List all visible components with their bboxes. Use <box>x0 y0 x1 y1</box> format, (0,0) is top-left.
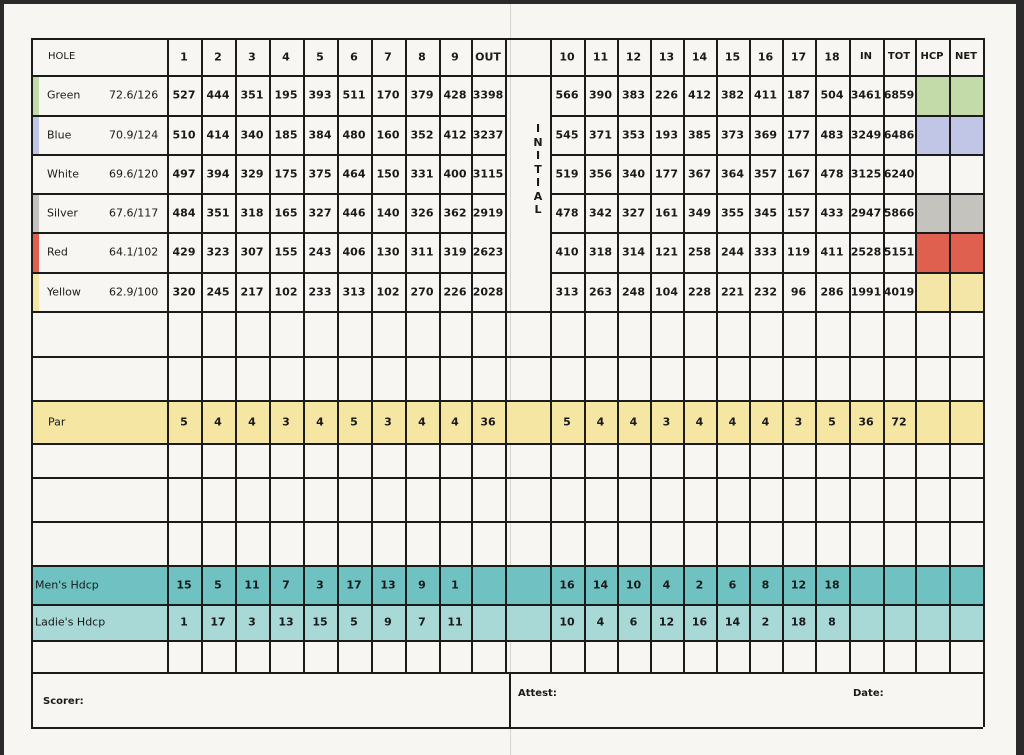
yardage-cell: 329 <box>240 167 264 180</box>
par-cell: 4 <box>248 415 256 428</box>
mens-hdcp-cell: 11 <box>244 578 260 591</box>
ladies-hdcp-cell: 3 <box>248 615 256 629</box>
yardage-cell: 510 <box>172 128 196 141</box>
header-hole-8: 8 <box>418 50 426 63</box>
mens-hdcp-cell: 16 <box>559 578 575 591</box>
par-tot: 72 <box>891 415 907 428</box>
yardage-cell: 185 <box>274 128 298 141</box>
yardage-cell: 195 <box>274 88 298 102</box>
par-cell: 5 <box>180 415 188 428</box>
header-hole-5: 5 <box>316 50 324 63</box>
yardage-cell: 390 <box>589 88 612 102</box>
ladies-hdcp-cell: 8 <box>828 615 836 629</box>
yardage-tot: 5866 <box>883 206 915 219</box>
yardage-cell: 327 <box>622 206 645 219</box>
yardage-cell: 446 <box>342 206 366 219</box>
yardage-cell: 414 <box>206 128 230 141</box>
yardage-cell: 340 <box>622 167 645 180</box>
par-cell: 4 <box>629 415 638 428</box>
yardage-cell: 464 <box>342 167 366 180</box>
par-cell: 5 <box>350 415 358 428</box>
yardage-cell: 177 <box>655 167 678 180</box>
yardage-cell: 511 <box>342 88 366 102</box>
par-cell: 3 <box>282 415 290 428</box>
ladies-hdcp-cell: 6 <box>629 615 638 629</box>
yardage-cell: 412 <box>688 88 711 102</box>
yardage-cell: 393 <box>308 88 332 102</box>
yardage-cell: 193 <box>655 128 678 141</box>
mens-hdcp-cell: 10 <box>625 578 642 591</box>
yardage-out: 2028 <box>472 285 504 298</box>
yardage-cell: 333 <box>754 245 777 259</box>
attest-label: Attest: <box>518 687 557 699</box>
yardage-cell: 362 <box>443 206 467 219</box>
par-row-bg-back <box>505 400 983 443</box>
yardage-cell: 497 <box>172 167 196 180</box>
yardage-tot: 5151 <box>883 245 915 259</box>
yardage-out: 3115 <box>472 167 504 180</box>
ladies-hdcp-cell: 11 <box>447 615 463 629</box>
tee-name-yellow: Yellow <box>47 285 81 298</box>
yardage-cell: 504 <box>820 88 844 102</box>
ladies-hdcp-cell: 9 <box>384 615 392 629</box>
yardage-cell: 102 <box>376 285 400 298</box>
yardage-cell: 286 <box>820 285 844 298</box>
yardage-cell: 226 <box>443 285 467 298</box>
par-cell: 4 <box>418 415 426 428</box>
yardage-cell: 177 <box>787 128 810 141</box>
yardage-cell: 161 <box>655 206 678 219</box>
initial-letter: I <box>535 122 541 135</box>
yardage-cell: 175 <box>274 167 298 180</box>
tee-name-silver: Silver <box>47 206 78 219</box>
yardage-in: 3461 <box>850 88 882 102</box>
yardage-cell: 478 <box>820 167 844 180</box>
yardage-cell: 371 <box>589 128 612 141</box>
yardage-cell: 566 <box>555 88 579 102</box>
yardage-cell: 400 <box>443 167 467 180</box>
ladies-hdcp-cell: 13 <box>278 615 294 629</box>
yardage-cell: 410 <box>555 245 579 259</box>
yardage-cell: 170 <box>376 88 400 102</box>
yardage-in: 3125 <box>850 167 882 180</box>
header-hole-7: 7 <box>384 50 392 63</box>
yardage-cell: 157 <box>787 206 810 219</box>
mens-hdcp-cell: 4 <box>662 578 671 591</box>
yardage-cell: 367 <box>688 167 711 180</box>
yardage-cell: 383 <box>622 88 645 102</box>
yardage-cell: 357 <box>754 167 777 180</box>
yardage-cell: 483 <box>820 128 844 141</box>
yardage-cell: 232 <box>754 285 777 298</box>
ladies-hdcp-cell: 12 <box>658 615 675 629</box>
par-cell: 4 <box>695 415 704 428</box>
yardage-cell: 412 <box>443 128 467 141</box>
par-cell: 3 <box>662 415 671 428</box>
mens-hdcp-cell: 17 <box>346 578 362 591</box>
yardage-cell: 326 <box>410 206 434 219</box>
yardage-cell: 519 <box>555 167 579 180</box>
mens-hdcp-cell: 12 <box>790 578 807 591</box>
yardage-cell: 384 <box>308 128 332 141</box>
ladies-hdcp-cell: 10 <box>559 615 575 629</box>
initial-letter: N <box>533 135 543 149</box>
yardage-cell: 244 <box>721 245 744 259</box>
yardage-cell: 130 <box>376 245 400 259</box>
yardage-cell: 349 <box>688 206 711 219</box>
par-cell: 5 <box>828 415 836 428</box>
mens-hdcp-bg <box>31 565 505 604</box>
yardage-out: 2623 <box>472 245 504 259</box>
par-label: Par <box>48 415 66 428</box>
yardage-cell: 429 <box>172 245 196 259</box>
par-cell: 4 <box>316 415 324 428</box>
yardage-in: 1991 <box>850 285 882 298</box>
ladies-hdcp-cell: 4 <box>596 615 605 629</box>
yardage-cell: 352 <box>410 128 434 141</box>
initial-letter: A <box>533 189 543 203</box>
yardage-cell: 221 <box>721 285 744 298</box>
initial-column-label <box>531 122 545 217</box>
yardage-cell: 545 <box>555 128 579 141</box>
yardage-cell: 243 <box>308 245 332 259</box>
yardage-cell: 394 <box>206 167 230 180</box>
header-hole-13: 13 <box>658 50 675 63</box>
yardage-cell: 311 <box>410 245 434 259</box>
yardage-cell: 270 <box>410 285 434 298</box>
yardage-cell: 228 <box>688 285 711 298</box>
yardage-cell: 480 <box>342 128 366 141</box>
header-hole-2: 2 <box>214 50 222 63</box>
yardage-in: 2528 <box>850 245 882 259</box>
tee-rating-yellow: 62.9/100 <box>109 285 159 298</box>
yardage-cell: 104 <box>655 285 678 298</box>
initial-letter: L <box>534 203 542 216</box>
header-hole-11: 11 <box>592 50 609 63</box>
yardage-cell: 351 <box>240 88 264 102</box>
yardage-cell: 226 <box>655 88 678 102</box>
tee-name-blue: Blue <box>47 128 72 141</box>
header-tot-label: TOT <box>887 50 911 62</box>
initial-letter: I <box>535 149 541 162</box>
yardage-cell: 364 <box>721 167 744 180</box>
yardage-in: 3249 <box>850 128 882 141</box>
mens-hdcp-cell: 8 <box>761 578 770 591</box>
yardage-cell: 331 <box>410 167 434 180</box>
par-row-bg <box>31 400 505 443</box>
ladies-hdcp-cell: 17 <box>210 615 226 629</box>
yardage-cell: 411 <box>754 88 777 102</box>
header-hole-17: 17 <box>790 50 807 63</box>
tee-rating-red: 64.1/102 <box>109 245 159 259</box>
par-cell: 4 <box>761 415 770 428</box>
yardage-cell: 356 <box>589 167 612 180</box>
par-out: 36 <box>480 415 496 428</box>
yardage-cell: 245 <box>206 285 230 298</box>
yardage-cell: 375 <box>308 167 332 180</box>
yardage-cell: 307 <box>240 245 264 259</box>
header-hole-9: 9 <box>451 50 459 63</box>
yardage-cell: 96 <box>790 285 807 298</box>
ladies-hdcp-cell: 7 <box>418 615 426 629</box>
yardage-cell: 119 <box>787 245 810 259</box>
yardage-out: 3398 <box>472 88 504 102</box>
tee-rating-white: 69.6/120 <box>109 167 159 180</box>
card-fold <box>510 4 511 755</box>
yardage-cell: 484 <box>172 206 196 219</box>
yardage-cell: 165 <box>274 206 298 219</box>
tee-rating-silver: 67.6/117 <box>109 206 159 219</box>
header-net-label: NET <box>954 50 978 62</box>
yardage-tot: 4019 <box>883 285 915 298</box>
tee-rating-blue: 70.9/124 <box>109 128 159 141</box>
header-hole-16: 16 <box>757 50 774 63</box>
yardage-cell: 258 <box>688 245 711 259</box>
yardage-cell: 313 <box>342 285 366 298</box>
mens-hdcp-cell: 18 <box>824 578 840 591</box>
yardage-cell: 340 <box>240 128 264 141</box>
ladies-hdcp-label: Ladie's Hdcp <box>35 615 106 629</box>
mens-hdcp-bg-back <box>505 565 983 604</box>
header-hole-14: 14 <box>691 50 708 63</box>
header-out-label: OUT <box>475 50 501 63</box>
yardage-cell: 319 <box>443 245 467 259</box>
mens-hdcp-cell: 1 <box>451 578 459 591</box>
mens-hdcp-cell: 2 <box>695 578 704 591</box>
header-hole-10: 10 <box>559 50 575 63</box>
initial-letter: I <box>535 176 541 189</box>
ladies-hdcp-cell: 15 <box>312 615 328 629</box>
ladies-hdcp-cell: 14 <box>724 615 741 629</box>
yardage-cell: 382 <box>721 88 744 102</box>
yardage-out: 3237 <box>472 128 504 141</box>
yardage-cell: 433 <box>820 206 844 219</box>
yardage-cell: 444 <box>206 88 230 102</box>
yardage-cell: 323 <box>206 245 230 259</box>
ladies-hdcp-cell: 18 <box>790 615 807 629</box>
initial-letter: T <box>534 162 542 176</box>
yardage-cell: 411 <box>820 245 844 259</box>
ladies-hdcp-cell: 5 <box>350 615 358 629</box>
yardage-cell: 155 <box>274 245 298 259</box>
par-cell: 4 <box>214 415 222 428</box>
yardage-cell: 318 <box>589 245 612 259</box>
yardage-cell: 314 <box>622 245 645 259</box>
header-hole-6: 6 <box>350 50 358 63</box>
tee-rating-green: 72.6/126 <box>109 88 159 102</box>
tee-name-green: Green <box>47 88 81 102</box>
yardage-cell: 102 <box>274 285 298 298</box>
yardage-cell: 345 <box>754 206 777 219</box>
header-hole-3: 3 <box>248 50 256 63</box>
ladies-hdcp-cell: 16 <box>691 615 708 629</box>
header-hole-label: HOLE <box>48 50 76 62</box>
header-hole-1: 1 <box>180 50 188 63</box>
yardage-cell: 478 <box>555 206 579 219</box>
yardage-cell: 373 <box>721 128 744 141</box>
date-label: Date: <box>853 687 884 699</box>
header-in-label: IN <box>859 50 873 62</box>
scorer-label: Scorer: <box>43 695 84 707</box>
mens-hdcp-label: Men's Hdcp <box>35 578 99 591</box>
mens-hdcp-cell: 5 <box>214 578 222 591</box>
ladies-hdcp-bg-back <box>505 604 983 640</box>
yardage-cell: 355 <box>721 206 744 219</box>
yardage-cell: 327 <box>308 206 332 219</box>
header-hole-15: 15 <box>724 50 741 63</box>
yardage-out: 2919 <box>472 206 504 219</box>
header-hole-12: 12 <box>625 50 642 63</box>
mens-hdcp-cell: 7 <box>282 578 290 591</box>
yardage-cell: 248 <box>622 285 645 298</box>
par-cell: 4 <box>596 415 605 428</box>
yardage-cell: 351 <box>206 206 230 219</box>
yardage-cell: 428 <box>443 88 467 102</box>
tee-name-white: White <box>47 167 79 180</box>
ladies-hdcp-cell: 2 <box>761 615 770 629</box>
mens-hdcp-cell: 6 <box>728 578 737 591</box>
mens-hdcp-cell: 14 <box>592 578 609 591</box>
yardage-cell: 160 <box>376 128 400 141</box>
par-cell: 4 <box>728 415 737 428</box>
yardage-tot: 6859 <box>883 88 915 102</box>
par-cell: 5 <box>563 415 571 428</box>
ladies-hdcp-cell: 1 <box>180 615 188 629</box>
yardage-cell: 318 <box>240 206 264 219</box>
yardage-cell: 406 <box>342 245 366 259</box>
header-hole-4: 4 <box>282 50 290 63</box>
yardage-cell: 385 <box>688 128 711 141</box>
mens-hdcp-cell: 9 <box>418 578 426 591</box>
header-hole-18: 18 <box>824 50 840 63</box>
par-in: 36 <box>858 415 874 428</box>
tee-name-red: Red <box>47 245 68 259</box>
yardage-tot: 6240 <box>883 167 915 180</box>
yardage-cell: 140 <box>376 206 400 219</box>
par-cell: 4 <box>451 415 459 428</box>
yardage-cell: 379 <box>410 88 434 102</box>
yardage-cell: 150 <box>376 167 400 180</box>
yardage-cell: 263 <box>589 285 612 298</box>
yardage-cell: 233 <box>308 285 332 298</box>
yardage-cell: 313 <box>555 285 579 298</box>
yardage-cell: 353 <box>622 128 645 141</box>
par-cell: 3 <box>794 415 803 428</box>
par-cell: 3 <box>384 415 392 428</box>
header-hcp-label: HCP <box>920 50 944 62</box>
yardage-cell: 320 <box>172 285 196 298</box>
yardage-cell: 187 <box>787 88 810 102</box>
yardage-in: 2947 <box>850 206 882 219</box>
yardage-cell: 217 <box>240 285 264 298</box>
yardage-cell: 167 <box>787 167 810 180</box>
yardage-cell: 527 <box>172 88 196 102</box>
mens-hdcp-cell: 15 <box>176 578 192 591</box>
mens-hdcp-cell: 13 <box>380 578 396 591</box>
yardage-cell: 342 <box>589 206 612 219</box>
yardage-cell: 121 <box>655 245 678 259</box>
mens-hdcp-cell: 3 <box>316 578 324 591</box>
yardage-tot: 6486 <box>883 128 915 141</box>
yardage-cell: 369 <box>754 128 777 141</box>
